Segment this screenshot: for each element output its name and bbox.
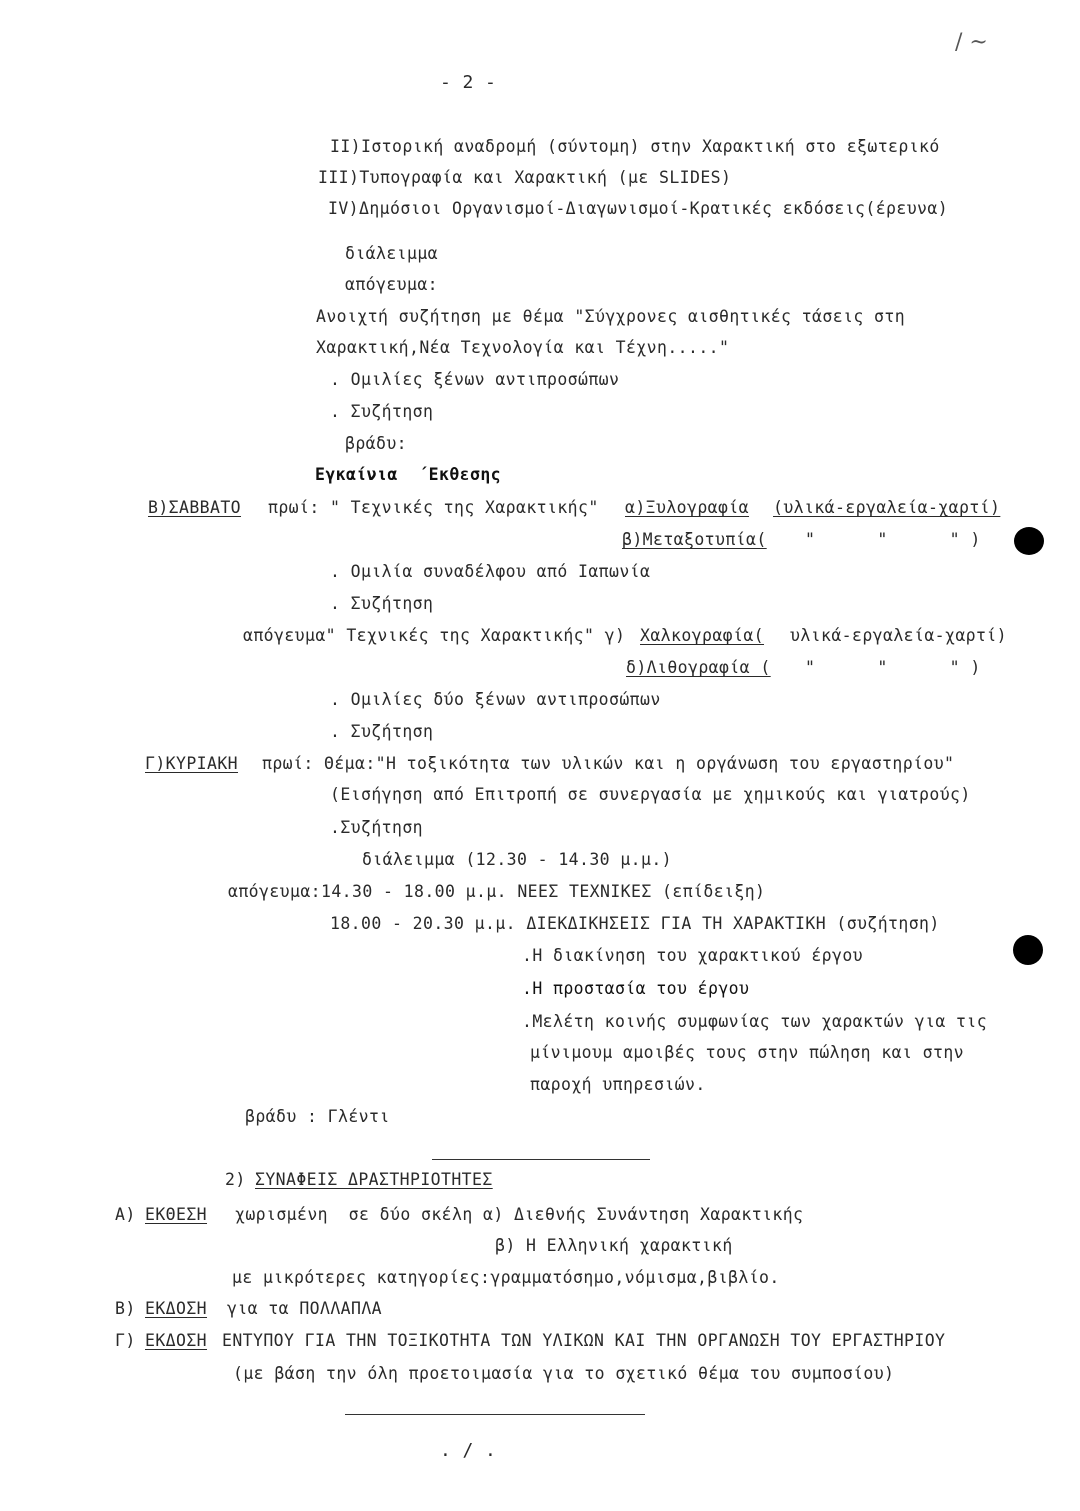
item-c-basis: (με βάση την όλη προετοιμασία για το σχετικό θέμα του συμποσίου) bbox=[233, 1364, 895, 1383]
party-evening: βράδυ : Γλέντι bbox=[245, 1107, 390, 1126]
new-techniques: απόγευμα:14.30 - 18.00 μ.μ. ΝΕΕΣ ΤΕΧΝΙΚΕΣ (επίδειξη) bbox=[228, 882, 766, 901]
committee-presentation: (Εισήγηση από Επιτροπή σε συνεργασία με χημικούς και γιατρούς) bbox=[330, 785, 971, 804]
section-2-number: 2) bbox=[225, 1170, 246, 1189]
claim-protection: .Η προστασία του έργου bbox=[522, 979, 750, 998]
section-2-title: ΣΥΝΑΦΕΙΣ ΔΡΑΣΤΗΡΙΟΤΗΤΕΣ bbox=[255, 1170, 493, 1189]
claim-agreement-2: μίνιμουμ αμοιβές τους στην πώληση και στην bbox=[530, 1043, 965, 1062]
break-label: διάλειμμα bbox=[345, 244, 439, 263]
punch-hole-1 bbox=[1014, 527, 1044, 555]
section-divider-2 bbox=[345, 1414, 645, 1415]
lithography-ditto: " " " ) bbox=[805, 658, 981, 677]
discussion-4: .Συζήτηση bbox=[330, 818, 424, 837]
lithography-label: δ)Λιθογραφία ( bbox=[626, 658, 771, 677]
item-b-text: για τα ΠΟΛΛΑΠΛΑ bbox=[227, 1299, 383, 1318]
item-b-letter: Β) bbox=[115, 1299, 136, 1318]
discussion-3: . Συζήτηση bbox=[330, 722, 434, 741]
claim-distribution: .Η διακίνηση του χαρακτικού έργου bbox=[522, 946, 864, 965]
etching-materials: υλικά-εργαλεία-χαρτί) bbox=[790, 626, 1008, 645]
item-a-text: χωρισμένη σε δύο σκέλη α) Διεθνής Συνάντηση Χαρακτικής bbox=[235, 1205, 804, 1224]
silkscreen-label: β)Μεταξοτυπία( bbox=[622, 530, 767, 549]
woodcut-materials: (υλικά-εργαλεία-χαρτί) bbox=[773, 498, 1001, 517]
agenda-item-iv: IV)Δημόσιοι Οργανισμοί-Διαγωνισμοί-Κρατικές εκδόσεις(έρευνα) bbox=[328, 199, 949, 218]
open-discussion-line-2: Χαρακτική,Νέα Τεχνολογία και Τέχνη....." bbox=[316, 338, 730, 357]
page-number: - 2 - bbox=[440, 72, 497, 93]
item-a-keyword: ΕΚΘΕΣΗ bbox=[145, 1205, 208, 1224]
item-c-letter: Γ) bbox=[115, 1331, 136, 1350]
evening-label: βράδυ: bbox=[345, 434, 408, 453]
silkscreen-ditto: " " " ) bbox=[805, 530, 981, 549]
item-b-keyword: ΕΚΔΟΣΗ bbox=[145, 1299, 208, 1318]
discussion-2: . Συζήτηση bbox=[330, 594, 434, 613]
saturday-afternoon: απόγευμα" Τεχνικές της Χαρακτικής" γ) bbox=[243, 626, 626, 645]
afternoon-label: απόγευμα: bbox=[345, 275, 439, 294]
item-a-letter: Α) bbox=[115, 1205, 136, 1224]
discussion-1: . Συζήτηση bbox=[330, 402, 434, 421]
open-discussion-line-1: Ανοιχτή συζήτηση με θέμα "Σύγχρονες αισθητικές τάσεις στη bbox=[316, 307, 906, 326]
claim-agreement-1: .Μελέτη κοινής συμφωνίας των χαρακτών για τις bbox=[522, 1012, 988, 1031]
claim-agreement-3: παροχή υπηρεσιών. bbox=[530, 1075, 706, 1094]
claims-discussion: 18.00 - 20.30 μ.μ. ΔΙΕΚΔΙΚΗΣΕΙΣ ΓΙΑ ΤΗ ΧΑΡΑΚΤΙΚΗ (συζήτηση) bbox=[330, 914, 940, 933]
saturday-morning: πρωί: " Τεχνικές της Χαρακτικής" bbox=[268, 498, 599, 517]
item-c-text: ΕΝΤΥΠΟΥ ΓΙΑ ΤΗΝ ΤΟΞΙΚΟΤΗΤΑ ΤΩΝ ΥΛΙΚΩΝ ΚΑΙ ΤΗΝ ΟΡΓΑΝΩΣΗ ΤΟΥ ΕΡΓΑΣΤΗΡΙΟΥ bbox=[222, 1331, 946, 1350]
item-c-keyword: ΕΚΔΟΣΗ bbox=[145, 1331, 208, 1350]
japan-speech: . Ομιλία συναδέλφου από Ιαπωνία bbox=[330, 562, 651, 581]
exhibition-opening: Εγκαίνια ΄Εκθεσης bbox=[315, 465, 502, 484]
item-a-categories: με μικρότερες κατηγορίες:γραμματόσημο,νόμισμα,βιβλίο. bbox=[232, 1268, 780, 1287]
two-foreign-speeches: . Ομιλίες δύο ξένων αντιπροσώπων bbox=[330, 690, 661, 709]
sunday-break: διάλειμμα (12.30 - 14.30 μ.μ.) bbox=[362, 850, 673, 869]
punch-hole-2 bbox=[1013, 935, 1043, 965]
woodcut-label: α)Ξυλογραφία bbox=[625, 498, 750, 517]
handwritten-mark: / ~ bbox=[955, 30, 988, 55]
continuation-mark: . / . bbox=[440, 1440, 497, 1461]
agenda-item-ii: II)Ιστορική αναδρομή (σύντομη) στην Χαρακτική στο εξωτερικό bbox=[330, 137, 940, 156]
agenda-item-iii: III)Τυπογραφία και Χαρακτική (με SLIDES) bbox=[318, 168, 732, 187]
foreign-speeches: . Ομιλίες ξένων αντιπροσώπων bbox=[330, 370, 620, 389]
item-a-greek-printmaking: β) Η Ελληνική χαρακτική bbox=[495, 1236, 733, 1255]
section-divider-1 bbox=[432, 1159, 650, 1160]
sunday-heading: Γ)ΚΥΡΙΑΚΗ bbox=[145, 754, 239, 773]
sunday-morning-topic: πρωί: Θέμα:"Η τοξικότητα των υλικών και η οργάνωση του εργαστηρίου" bbox=[262, 754, 955, 773]
etching-label: Χαλκογραφία( bbox=[640, 626, 765, 645]
saturday-heading: Β)ΣΑΒΒΑΤΟ bbox=[148, 498, 242, 517]
